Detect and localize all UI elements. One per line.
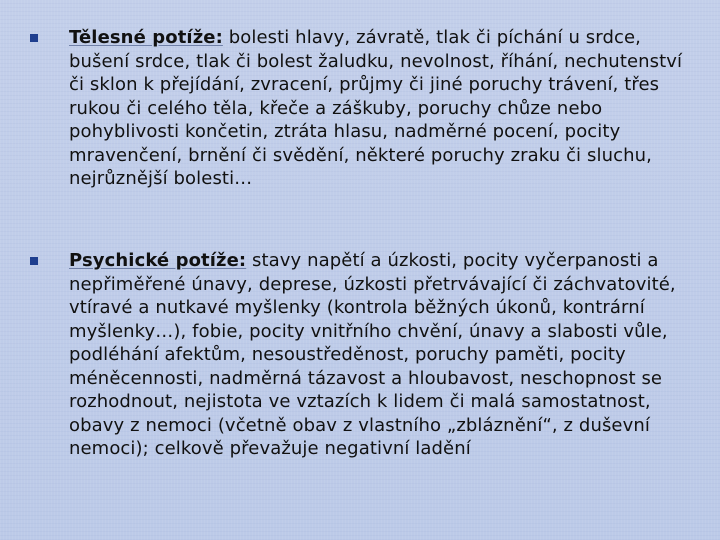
- bullet-heading: Psychické potíže:: [69, 250, 247, 271]
- square-bullet-icon: [30, 34, 38, 42]
- square-bullet-icon: [30, 257, 38, 265]
- bullet-body-text: stavy napětí a úzkosti, pocity vyčerpanosti a nepřiměřené únavy, deprese, úzkosti přetrvávající či záchvatovité, vtíravé a nutkavé myšlenky (kontrola běžných úkonů, kontrární myšlenky…), fobie, pocity vnitřního chvění, únavy a slabosti vůle, podléhání afektům, nesoustředěnost, poruchy paměti, pocity méněcennosti, nadměrná tázavost a hloubavost, neschopnost se rozhodnout, nejistota ve vztazích k lidem či malá samostatnost, obavy z nemoci (včetně obav z vlastního „zbláznění“, z duševní nemoci); celkově převažuje negativní ladění: [69, 250, 676, 459]
- bullet-paragraph: [69, 249, 694, 461]
- bullet-heading: Tělesné potíže:: [69, 27, 223, 48]
- bullet-body-text: bolesti hlavy, závratě, tlak či píchání u srdce, bušení srdce, tlak či bolest žaludku, nevolnost, říhání, nechutenství či sklon k přejídání, zvracení, průjmy či jiné poruchy trávení, třes rukou či celého těla, křeče a záškuby, poruchy chůze nebo pohyblivosti končetin, ztráta hlasu, nadměrné pocení, pocity mravenčení, brnění či svědění, některé poruchy zraku či sluchu, nejrůznější bolesti…: [69, 27, 683, 189]
- bullet-paragraph: [69, 26, 694, 191]
